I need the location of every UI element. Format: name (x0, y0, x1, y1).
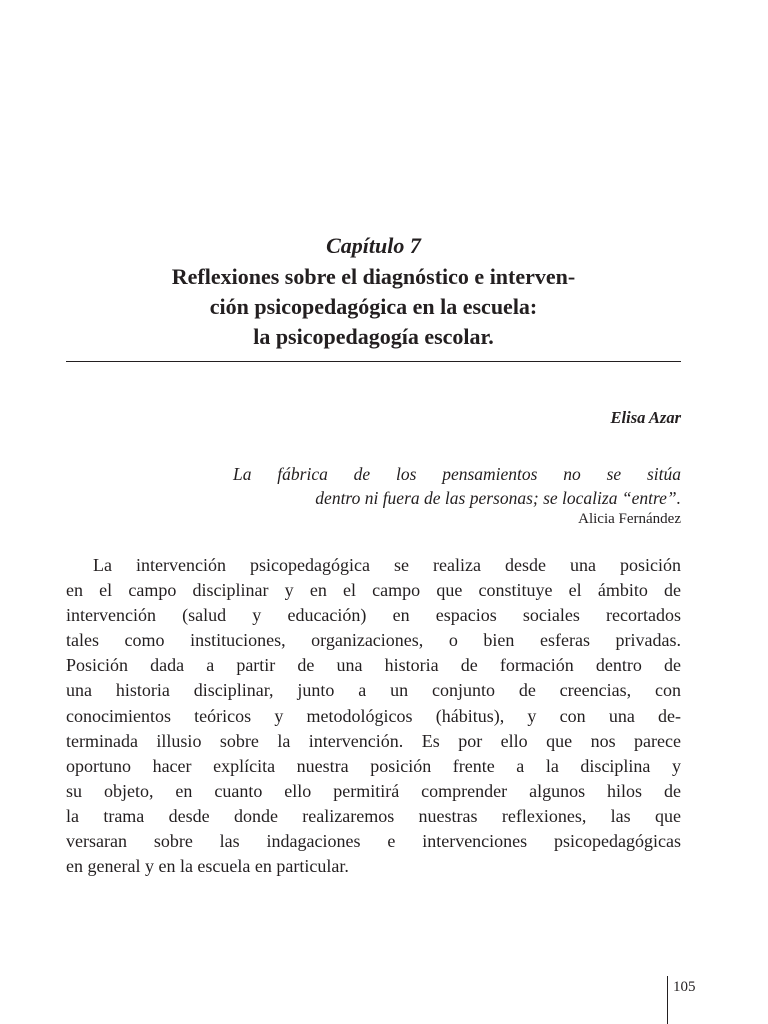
footer-divider (667, 976, 668, 1024)
body-line: en general y en la escuela en particular. (66, 856, 349, 877)
epigraph-line: La fábrica de los pensamientos no se sitúa (233, 464, 681, 484)
body-line: intervención (salud y educación) en espacios sociales recortados (66, 605, 681, 626)
title-divider (66, 361, 681, 362)
chapter-label: Capítulo 7 (326, 233, 421, 258)
chapter-title (66, 262, 681, 352)
chapter-title-line: la psicopedagogía escolar. (253, 324, 494, 349)
body-line: tales como instituciones, organizaciones, o bien esferas privadas. (66, 630, 681, 651)
epigraph (233, 462, 681, 510)
author-name: Elisa Azar (610, 408, 681, 427)
body-line: versaran sobre las indagaciones e intervenciones psicopedagógicas (66, 831, 681, 852)
body-line: una historia disciplinar, junto a un conjunto de creencias, con (66, 680, 681, 701)
chapter-title-line: Reflexiones sobre el diagnóstico e interven- (171, 264, 576, 289)
epigraph-line: dentro ni fuera de las personas; se localiza “entre”. (315, 488, 681, 508)
body-line: en el campo disciplinar y en el campo que constituye el ámbito de (66, 580, 681, 601)
body-line: la trama desde donde realizaremos nuestras reflexiones, las que (66, 805, 681, 826)
chapter-title-line: ción psicopedagógica en la escuela: (209, 294, 538, 319)
body-line: Posición dada a partir de una historia de formación dentro de (66, 655, 681, 676)
body-line: conocimientos teóricos y metodológicos (hábitus), y con una de- (66, 705, 681, 726)
body-line: su objeto, en cuanto ello permitirá comprender algunos hilos de (66, 780, 681, 801)
body-line: La intervención psicopedagógica se realiza desde una posición (93, 555, 681, 575)
page-number: 105 (673, 979, 696, 995)
epigraph-source: Alicia Fernández (578, 511, 681, 527)
body-paragraph (66, 553, 681, 879)
body-line: oportuno hacer explícita nuestra posición frente a la disciplina y (66, 755, 681, 776)
body-line: terminada illusio sobre la intervención. Es por ello que nos parece (66, 730, 681, 751)
